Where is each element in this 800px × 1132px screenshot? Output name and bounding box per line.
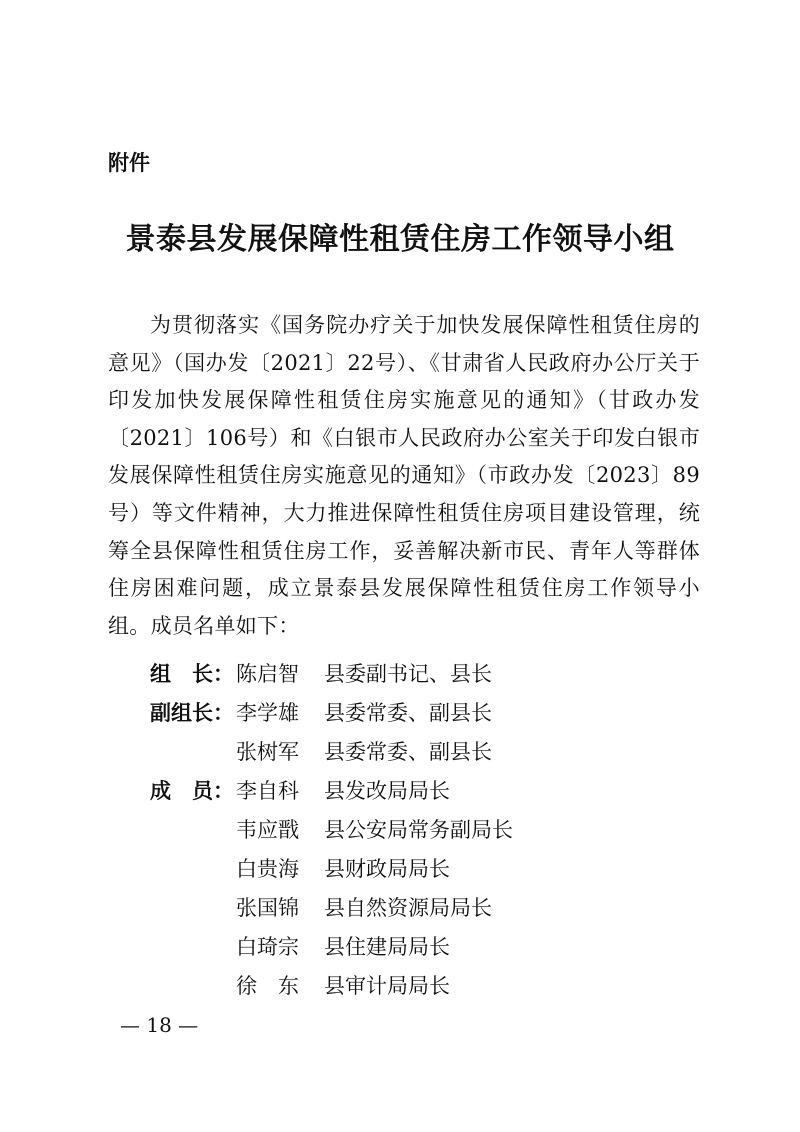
attachment-label: 附件 [108, 151, 150, 175]
member-name: 李自科 [236, 778, 299, 803]
member-row [150, 653, 710, 692]
member-role: 副组长： [150, 700, 234, 725]
member-post: 县财政局局长 [324, 856, 450, 881]
member-name: 李学雄 [236, 700, 299, 725]
member-post: 县公安局常务副局长 [324, 817, 513, 842]
member-name: 白琦宗 [236, 934, 299, 959]
member-post: 县自然资源局局长 [324, 895, 492, 920]
document-title: 景泰县发展保障性租赁住房工作领导小组 [125, 222, 675, 257]
member-post: 县住建局局长 [324, 934, 450, 959]
member-row [150, 926, 710, 965]
member-name: 陈启智 [236, 661, 299, 686]
page-number: — 18 — [120, 1013, 199, 1037]
member-row [150, 692, 710, 731]
member-name: 韦应戬 [236, 817, 299, 842]
member-row [150, 809, 710, 848]
member-row [150, 887, 710, 926]
member-row [150, 770, 710, 809]
member-post: 县委副书记、县长 [324, 661, 492, 686]
member-post: 县委常委、副县长 [324, 700, 492, 725]
member-role: 成 员： [150, 778, 234, 803]
member-row [150, 731, 710, 770]
member-name: 张树军 [236, 739, 299, 764]
member-post: 县审计局局长 [324, 973, 450, 998]
member-name: 张国锦 [236, 895, 299, 920]
member-row [150, 965, 710, 1004]
member-list [150, 653, 710, 1004]
member-post: 县委常委、副县长 [324, 739, 492, 764]
member-role: 组 长： [150, 661, 234, 686]
body-paragraph: 为贯彻落实《国务院办疗关于加快发展保障性租赁住房的意见》（国办发〔2021〕22号）、《甘肃省人民政府办公厅关于印发加快发展保障性租赁住房实施意见的通知》（甘政办发〔2021〕106号）和《白银市人民政府办公室关于印发白银市发展保障性租赁住房实施意见的通知》（市政办发〔2023〕89号）等文件精神，大力推进保障性租赁住房项目建设管理，统筹全县保障性租赁住房工作，妥善解决新市民、青年人等群体住房困难问题，成立景泰县发展保障性租赁住房工作领导小组。成员名单如下： [108, 313, 700, 638]
member-row [150, 848, 710, 887]
member-name: 白贵海 [236, 856, 299, 881]
member-name: 徐 东 [236, 973, 299, 998]
member-post: 县发改局局长 [324, 778, 450, 803]
